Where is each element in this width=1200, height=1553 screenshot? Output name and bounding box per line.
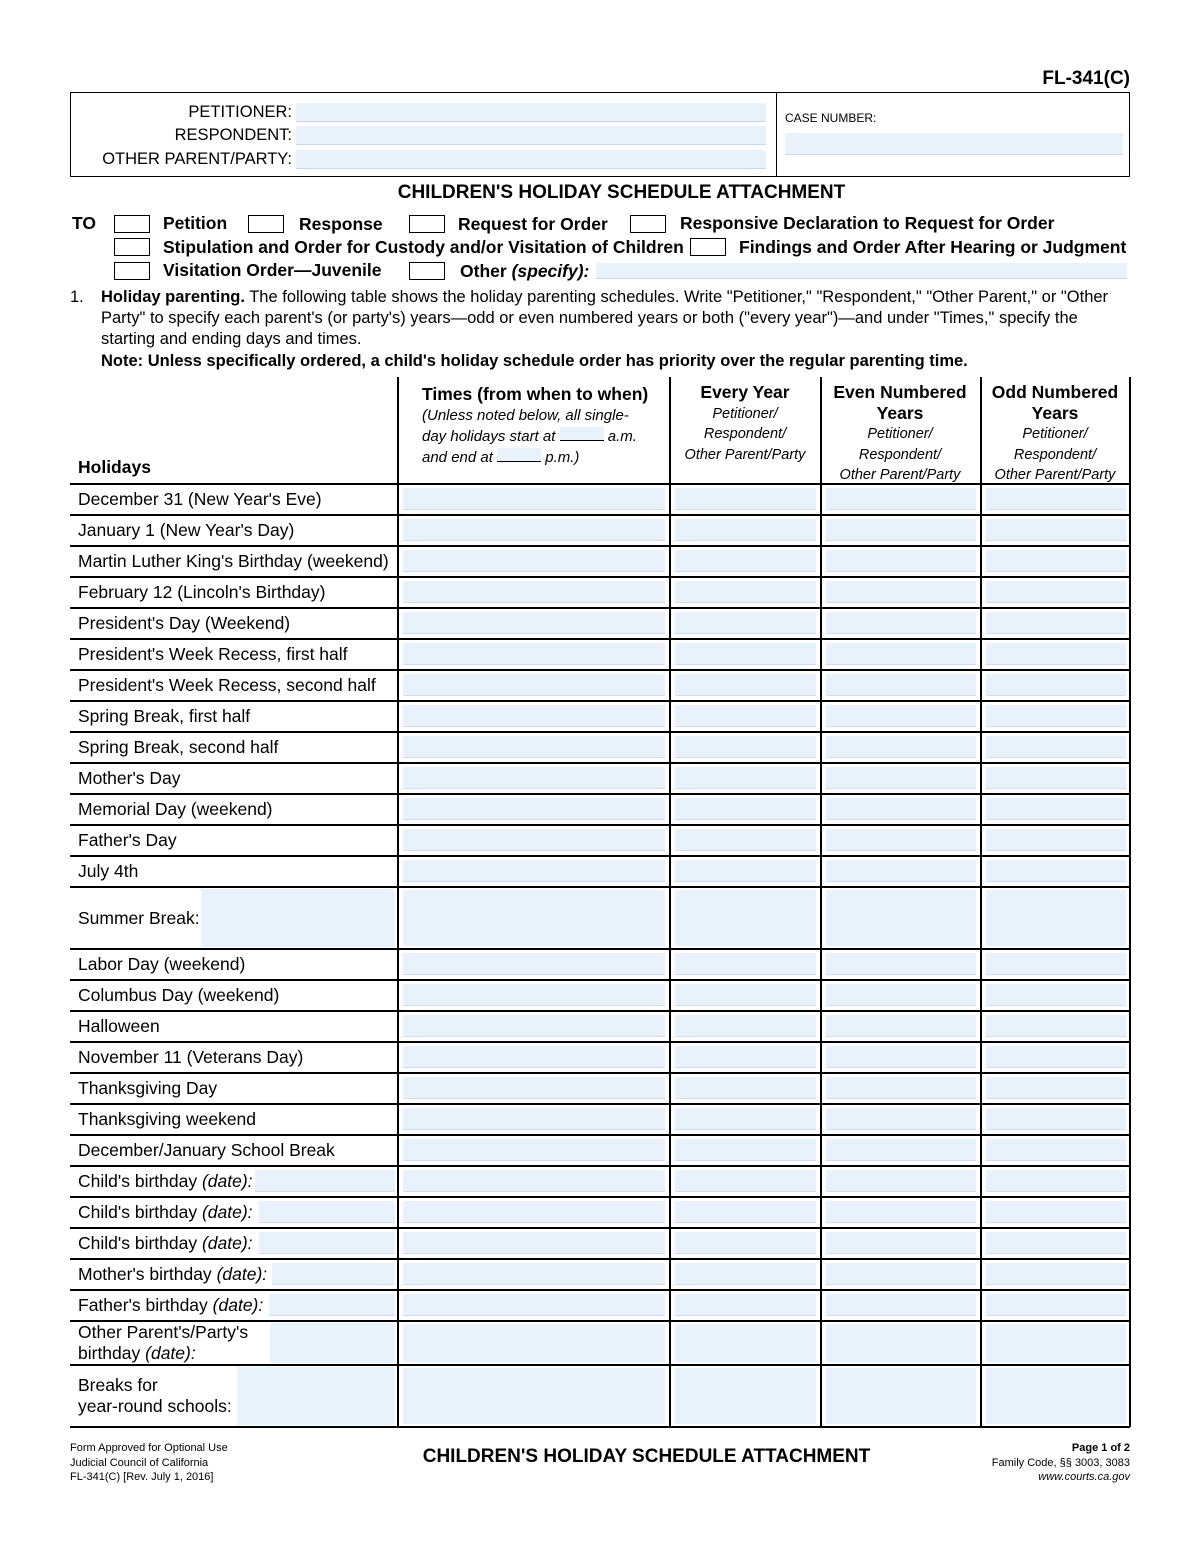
times-cell[interactable] [403,890,665,946]
petition-checkbox[interactable] [114,215,150,233]
case-number-label: CASE NUMBER: [785,111,877,125]
holiday-label [78,830,177,851]
even-years-cell[interactable] [826,860,976,882]
case-number-field[interactable] [785,133,1123,155]
date-label: (date): [216,1264,268,1284]
page-number: Page 1 of 2 [1071,1442,1130,1454]
row-divider [70,607,1130,609]
holiday-name: Child's birthday [78,1202,198,1222]
holiday-name: December 31 (New Year's Eve) [78,489,322,509]
responsive-declaration-option-label: Responsive Declaration to Request for Order [680,213,1055,233]
even-years-cell[interactable] [826,890,976,946]
holiday-name: February 12 (Lincoln's Birthday) [78,582,326,602]
even-years-cell[interactable] [826,1139,976,1161]
odd-years-cell[interactable] [986,519,1126,541]
every-year-cell[interactable] [675,1077,816,1099]
row-divider [70,576,1130,578]
caption-box [70,92,1130,177]
every-year-cell[interactable] [675,612,816,634]
responsive-declaration-checkbox[interactable] [630,215,666,233]
holiday-label [78,582,325,603]
every-year-cell[interactable] [675,1046,816,1068]
table-header-divider [70,483,1130,485]
odd-years-sub-3: Other Parent/Party [994,467,1116,483]
holiday-label [78,1171,253,1192]
every-year-cell[interactable] [675,581,816,603]
odd-years-cell[interactable] [986,1201,1126,1223]
even-years-cell[interactable] [826,1077,976,1099]
respondent-field[interactable] [296,126,766,145]
holiday-name: Columbus Day (weekend) [78,985,280,1005]
holiday-label [78,954,245,975]
every-year-cell[interactable] [675,674,816,696]
even-years-cell[interactable] [826,1324,976,1362]
times-header-title: Times (from when to when) [422,384,649,404]
times-cell[interactable] [403,767,665,789]
row-divider [70,886,1130,888]
visitation-juvenile-checkbox[interactable] [114,262,150,280]
odd-years-cell[interactable] [986,984,1126,1006]
times-cell[interactable] [403,550,665,572]
odd-years-cell[interactable] [986,1015,1126,1037]
holiday-name: December/January School Break [78,1140,335,1160]
holiday-name: President's Week Recess, first half [78,644,348,664]
every-year-cell[interactable] [675,1368,816,1424]
even-years-cell[interactable] [826,736,976,758]
even-years-cell[interactable] [826,550,976,572]
times-cell[interactable] [403,1324,665,1362]
times-cell[interactable] [403,643,665,665]
holiday-name: Father's birthday [78,1295,208,1315]
row-divider [70,948,1130,950]
stipulation-option-label: Stipulation and Order for Custody and/or Visitation of Children [163,237,684,257]
attach-to-label: TO [72,213,96,233]
row-divider [70,638,1130,640]
times-cell[interactable] [403,1232,665,1254]
default-end-time-field[interactable] [497,448,541,462]
every-year-cell[interactable] [675,1324,816,1362]
holiday-name: November 11 (Veterans Day) [78,1047,304,1067]
column-divider [820,377,822,1427]
times-cell[interactable] [403,860,665,882]
holiday-name: Thanksgiving weekend [78,1109,257,1129]
odd-years-cell[interactable] [986,550,1126,572]
times-sub-end-label: and end at [422,449,493,466]
times-cell[interactable] [403,612,665,634]
item-1-body: The following table shows the holiday parenting schedules. Write "Petitioner," "Respondent," "Other Parent," or "Other Party" to specify each parent's (or party's) years—odd or even numbered years or both ("every year")—and under "Times," specify the starting and ending days and times. [101,288,1109,348]
odd-years-cell[interactable] [986,674,1126,696]
holiday-name: Halloween [78,1016,160,1036]
even-years-cell[interactable] [826,581,976,603]
times-cell[interactable] [403,1108,665,1130]
times-cell[interactable] [403,581,665,603]
default-start-time-field[interactable] [560,427,604,441]
holiday-label [78,985,279,1006]
petition-option-label: Petition [163,213,228,233]
odd-years-cell[interactable] [986,1263,1126,1285]
form-number: FL-341(C) [1042,68,1130,89]
row-divider [70,669,1130,671]
item-1-heading: Holiday parenting. [101,288,245,306]
odd-years-cell[interactable] [986,1170,1126,1192]
holiday-name-line-2: year-round schools: [78,1396,232,1416]
holiday-label [78,908,200,929]
respondent-label: RESPONDENT: [174,126,292,144]
holiday-label [78,675,376,696]
even-years-title-1: Even Numbered [833,382,967,402]
odd-years-title-2: Years [1031,402,1079,423]
holidays-column-header: Holidays [78,457,151,477]
odd-years-cell[interactable] [986,1077,1126,1099]
holiday-name: July 4th [78,861,139,881]
holiday-detail-field[interactable] [237,1367,395,1425]
holiday-label [78,520,294,541]
even-years-cell[interactable] [826,767,976,789]
holiday-name: Child's birthday [78,1233,198,1253]
column-divider [669,377,671,1427]
holiday-label [78,644,348,665]
date-label: (date): [212,1295,264,1315]
every-year-cell[interactable] [675,1139,816,1161]
holiday-name: President's Week Recess, second half [78,675,376,695]
other-option-label [460,261,589,282]
birthday-date-field[interactable] [270,1323,395,1363]
holiday-name: Spring Break, first half [78,706,251,726]
odd-years-cell[interactable] [986,612,1126,634]
other-party-label: OTHER PARENT/PARTY: [102,150,292,168]
times-cell[interactable] [403,705,665,727]
holiday-label [78,1295,263,1316]
holiday-name-line-2: birthday [78,1343,141,1363]
holiday-name: Mother's Day [78,768,181,788]
times-sub-pm-label: p.m.) [545,449,580,466]
row-divider [70,762,1130,764]
even-years-cell[interactable] [826,1232,976,1254]
visitation-juvenile-option-label: Visitation Order—Juvenile [163,260,382,280]
times-cell[interactable] [403,1263,665,1285]
row-divider [70,514,1130,516]
other-checkbox[interactable] [409,262,445,280]
date-label: (date): [201,1171,253,1191]
even-years-cell[interactable] [826,1170,976,1192]
footer-revision: FL-341(C) [Rev. July 1, 2016] [70,1471,214,1483]
times-cell[interactable] [403,488,665,510]
row-divider [70,1258,1130,1260]
footer-page-info [992,1441,1130,1485]
even-years-cell[interactable] [826,829,976,851]
other-specify-label: (specify): [511,261,590,281]
row-divider [70,1165,1130,1167]
every-year-cell[interactable] [675,736,816,758]
odd-years-column-header [980,383,1130,486]
every-year-sub-1: Petitioner/ [712,405,778,422]
other-label-text: Other [460,261,507,281]
even-years-cell[interactable] [826,1201,976,1223]
column-divider [1129,377,1131,1427]
odd-years-cell[interactable] [986,1046,1126,1068]
holiday-name: Summer Break: [78,907,200,928]
holiday-label [78,1109,256,1130]
holiday-name: Martin Luther King's Birthday (weekend) [78,551,389,571]
holiday-label [78,1047,303,1068]
holiday-label [78,551,389,572]
even-years-cell[interactable] [826,519,976,541]
holiday-label [78,799,273,820]
row-divider [70,1289,1130,1291]
every-year-cell[interactable] [675,984,816,1006]
odd-years-cell[interactable] [986,1324,1126,1362]
even-years-cell[interactable] [826,1294,976,1316]
date-label: (date): [201,1233,253,1253]
holiday-detail-field[interactable] [201,889,395,947]
holiday-name: Thanksgiving Day [78,1078,218,1098]
row-divider [70,731,1130,733]
times-cell[interactable] [403,1015,665,1037]
odd-years-sub-1: Petitioner/ [1022,426,1088,442]
row-divider [70,1227,1130,1229]
holiday-label [78,1202,253,1223]
even-years-cell[interactable] [826,984,976,1006]
times-column-header [422,384,662,468]
row-divider [70,1134,1130,1136]
times-sub-start-label: day holidays start at [422,428,556,445]
request-for-order-checkbox[interactable] [409,215,445,233]
holiday-label [78,1375,232,1417]
holiday-label [78,489,322,510]
every-year-cell[interactable] [675,767,816,789]
every-year-cell[interactable] [675,519,816,541]
every-year-cell[interactable] [675,705,816,727]
birthday-date-field[interactable] [255,1170,395,1192]
holiday-label [78,861,138,882]
party-names-section [71,93,777,176]
odd-years-cell[interactable] [986,860,1126,882]
times-cell[interactable] [403,984,665,1006]
every-year-cell[interactable] [675,890,816,946]
column-divider [980,377,982,1427]
even-years-cell[interactable] [826,643,976,665]
every-year-cell[interactable] [675,798,816,820]
even-years-cell[interactable] [826,1015,976,1037]
findings-order-option-label: Findings and Order After Hearing or Judgment [739,237,1127,257]
even-years-cell[interactable] [826,488,976,510]
times-cell[interactable] [403,519,665,541]
footer-approved: Form Approved for Optional Use [70,1442,228,1454]
row-divider [70,1196,1130,1198]
times-cell[interactable] [403,953,665,975]
times-cell[interactable] [403,1139,665,1161]
request-for-order-option-label: Request for Order [458,214,608,234]
odd-years-cell[interactable] [986,1108,1126,1130]
even-years-sub-1: Petitioner/ [867,426,933,442]
even-years-cell[interactable] [826,1263,976,1285]
odd-years-cell[interactable] [986,1232,1126,1254]
row-divider [70,979,1130,981]
holiday-label [78,613,290,634]
other-specify-field[interactable] [596,263,1127,279]
holiday-label [78,1140,335,1161]
every-year-cell[interactable] [675,829,816,851]
stipulation-checkbox[interactable] [114,238,150,256]
times-cell[interactable] [403,1170,665,1192]
birthday-date-field[interactable] [259,1232,395,1254]
page-title: CHILDREN'S HOLIDAY SCHEDULE ATTACHMENT [397,182,846,203]
even-years-cell[interactable] [826,612,976,634]
even-years-cell[interactable] [826,674,976,696]
holiday-name: Spring Break, second half [78,737,279,757]
every-year-cell[interactable] [675,1170,816,1192]
every-year-cell[interactable] [675,643,816,665]
row-divider [70,1072,1130,1074]
holiday-name: January 1 (New Year's Day) [78,520,295,540]
holiday-label [78,1322,248,1364]
holiday-label [78,737,278,758]
petitioner-field[interactable] [296,103,766,122]
odd-years-cell[interactable] [986,736,1126,758]
times-cell[interactable] [403,1201,665,1223]
holiday-name: Labor Day (weekend) [78,954,246,974]
holiday-name: President's Day (Weekend) [78,613,291,633]
every-year-cell[interactable] [675,953,816,975]
holiday-name: Other Parent's/Party's [78,1322,249,1342]
even-years-sub-2: Respondent/ [858,446,942,463]
even-years-column-header [820,383,980,486]
row-divider [70,1041,1130,1043]
birthday-date-field[interactable] [272,1263,395,1285]
times-cell[interactable] [403,829,665,851]
statute-reference: Family Code, §§ 3003, 3083 [991,1456,1130,1469]
row-divider [70,545,1130,547]
holiday-label [78,1078,217,1099]
even-years-cell[interactable] [826,1046,976,1068]
holiday-name: Memorial Day (weekend) [78,799,273,819]
every-year-sub-2: Respondent/ [703,426,787,442]
holiday-name: Breaks for [78,1375,158,1395]
odd-years-cell[interactable] [986,1368,1126,1424]
footer-council: Judicial Council of California [70,1456,209,1469]
footer-title: CHILDREN'S HOLIDAY SCHEDULE ATTACHMENT [422,1446,871,1467]
every-year-sub-3: Other Parent/Party [684,446,806,463]
even-years-sub-3: Other Parent/Party [839,467,961,483]
times-sub-am-label: a.m. [607,428,637,445]
odd-years-title-1: Odd Numbered [991,382,1119,402]
item-1-number: 1. [70,288,84,306]
date-label: (date): [201,1202,253,1222]
every-year-cell[interactable] [675,1263,816,1285]
every-year-cell[interactable] [675,860,816,882]
even-years-title-2: Years [876,402,924,423]
odd-years-cell[interactable] [986,890,1126,946]
every-year-cell[interactable] [675,1015,816,1037]
row-divider [70,700,1130,702]
odd-years-cell[interactable] [986,1294,1126,1316]
times-cell[interactable] [403,736,665,758]
row-divider [70,1426,1130,1428]
every-year-column-header [670,383,820,465]
times-cell[interactable] [403,1046,665,1068]
priority-note: Note: Unless specifically ordered, a child's holiday schedule order has priority over the regular parenting time. [101,352,968,370]
row-divider [70,1364,1130,1366]
odd-years-cell[interactable] [986,1139,1126,1161]
row-divider [70,824,1130,826]
odd-years-cell[interactable] [986,798,1126,820]
every-year-cell[interactable] [675,1108,816,1130]
even-years-cell[interactable] [826,705,976,727]
every-year-cell[interactable] [675,1201,816,1223]
holiday-label [78,1233,253,1254]
even-years-cell[interactable] [826,953,976,975]
times-cell[interactable] [403,674,665,696]
findings-order-checkbox[interactable] [690,238,726,256]
holiday-name: Child's birthday [78,1171,198,1191]
birthday-date-field[interactable] [259,1201,395,1223]
holiday-label [78,1264,267,1285]
holiday-name: Mother's birthday [78,1264,212,1284]
holiday-name: Father's Day [78,830,177,850]
petitioner-label: PETITIONER: [188,103,292,121]
birthday-date-field[interactable] [269,1294,395,1316]
row-divider [70,1010,1130,1012]
times-cell[interactable] [403,1077,665,1099]
odd-years-cell[interactable] [986,767,1126,789]
every-year-cell[interactable] [675,488,816,510]
holiday-label [78,1016,160,1037]
odd-years-cell[interactable] [986,829,1126,851]
even-years-cell[interactable] [826,1368,976,1424]
item-1-text [101,287,1129,350]
odd-years-cell[interactable] [986,488,1126,510]
every-year-cell[interactable] [675,1232,816,1254]
column-divider [397,377,399,1427]
holiday-label [78,706,250,727]
row-divider [70,1103,1130,1105]
row-divider [70,855,1130,857]
holiday-label [78,768,181,789]
odd-years-cell[interactable] [986,643,1126,665]
odd-years-cell[interactable] [986,953,1126,975]
odd-years-cell[interactable] [986,581,1126,603]
every-year-title: Every Year [700,382,790,402]
row-divider [70,793,1130,795]
times-sub-line-1: (Unless noted below, all single- [422,407,629,424]
odd-years-sub-2: Respondent/ [1013,446,1097,463]
response-option-label: Response [299,214,383,234]
date-label: (date): [145,1343,196,1363]
other-party-field[interactable] [296,150,766,169]
courts-url: www.courts.ca.gov [1038,1471,1130,1483]
every-year-cell[interactable] [675,550,816,572]
times-cell[interactable] [403,1368,665,1424]
even-years-cell[interactable] [826,1108,976,1130]
even-years-cell[interactable] [826,798,976,820]
response-checkbox[interactable] [248,215,284,233]
times-cell[interactable] [403,1294,665,1316]
odd-years-cell[interactable] [986,705,1126,727]
every-year-cell[interactable] [675,1294,816,1316]
times-cell[interactable] [403,798,665,820]
